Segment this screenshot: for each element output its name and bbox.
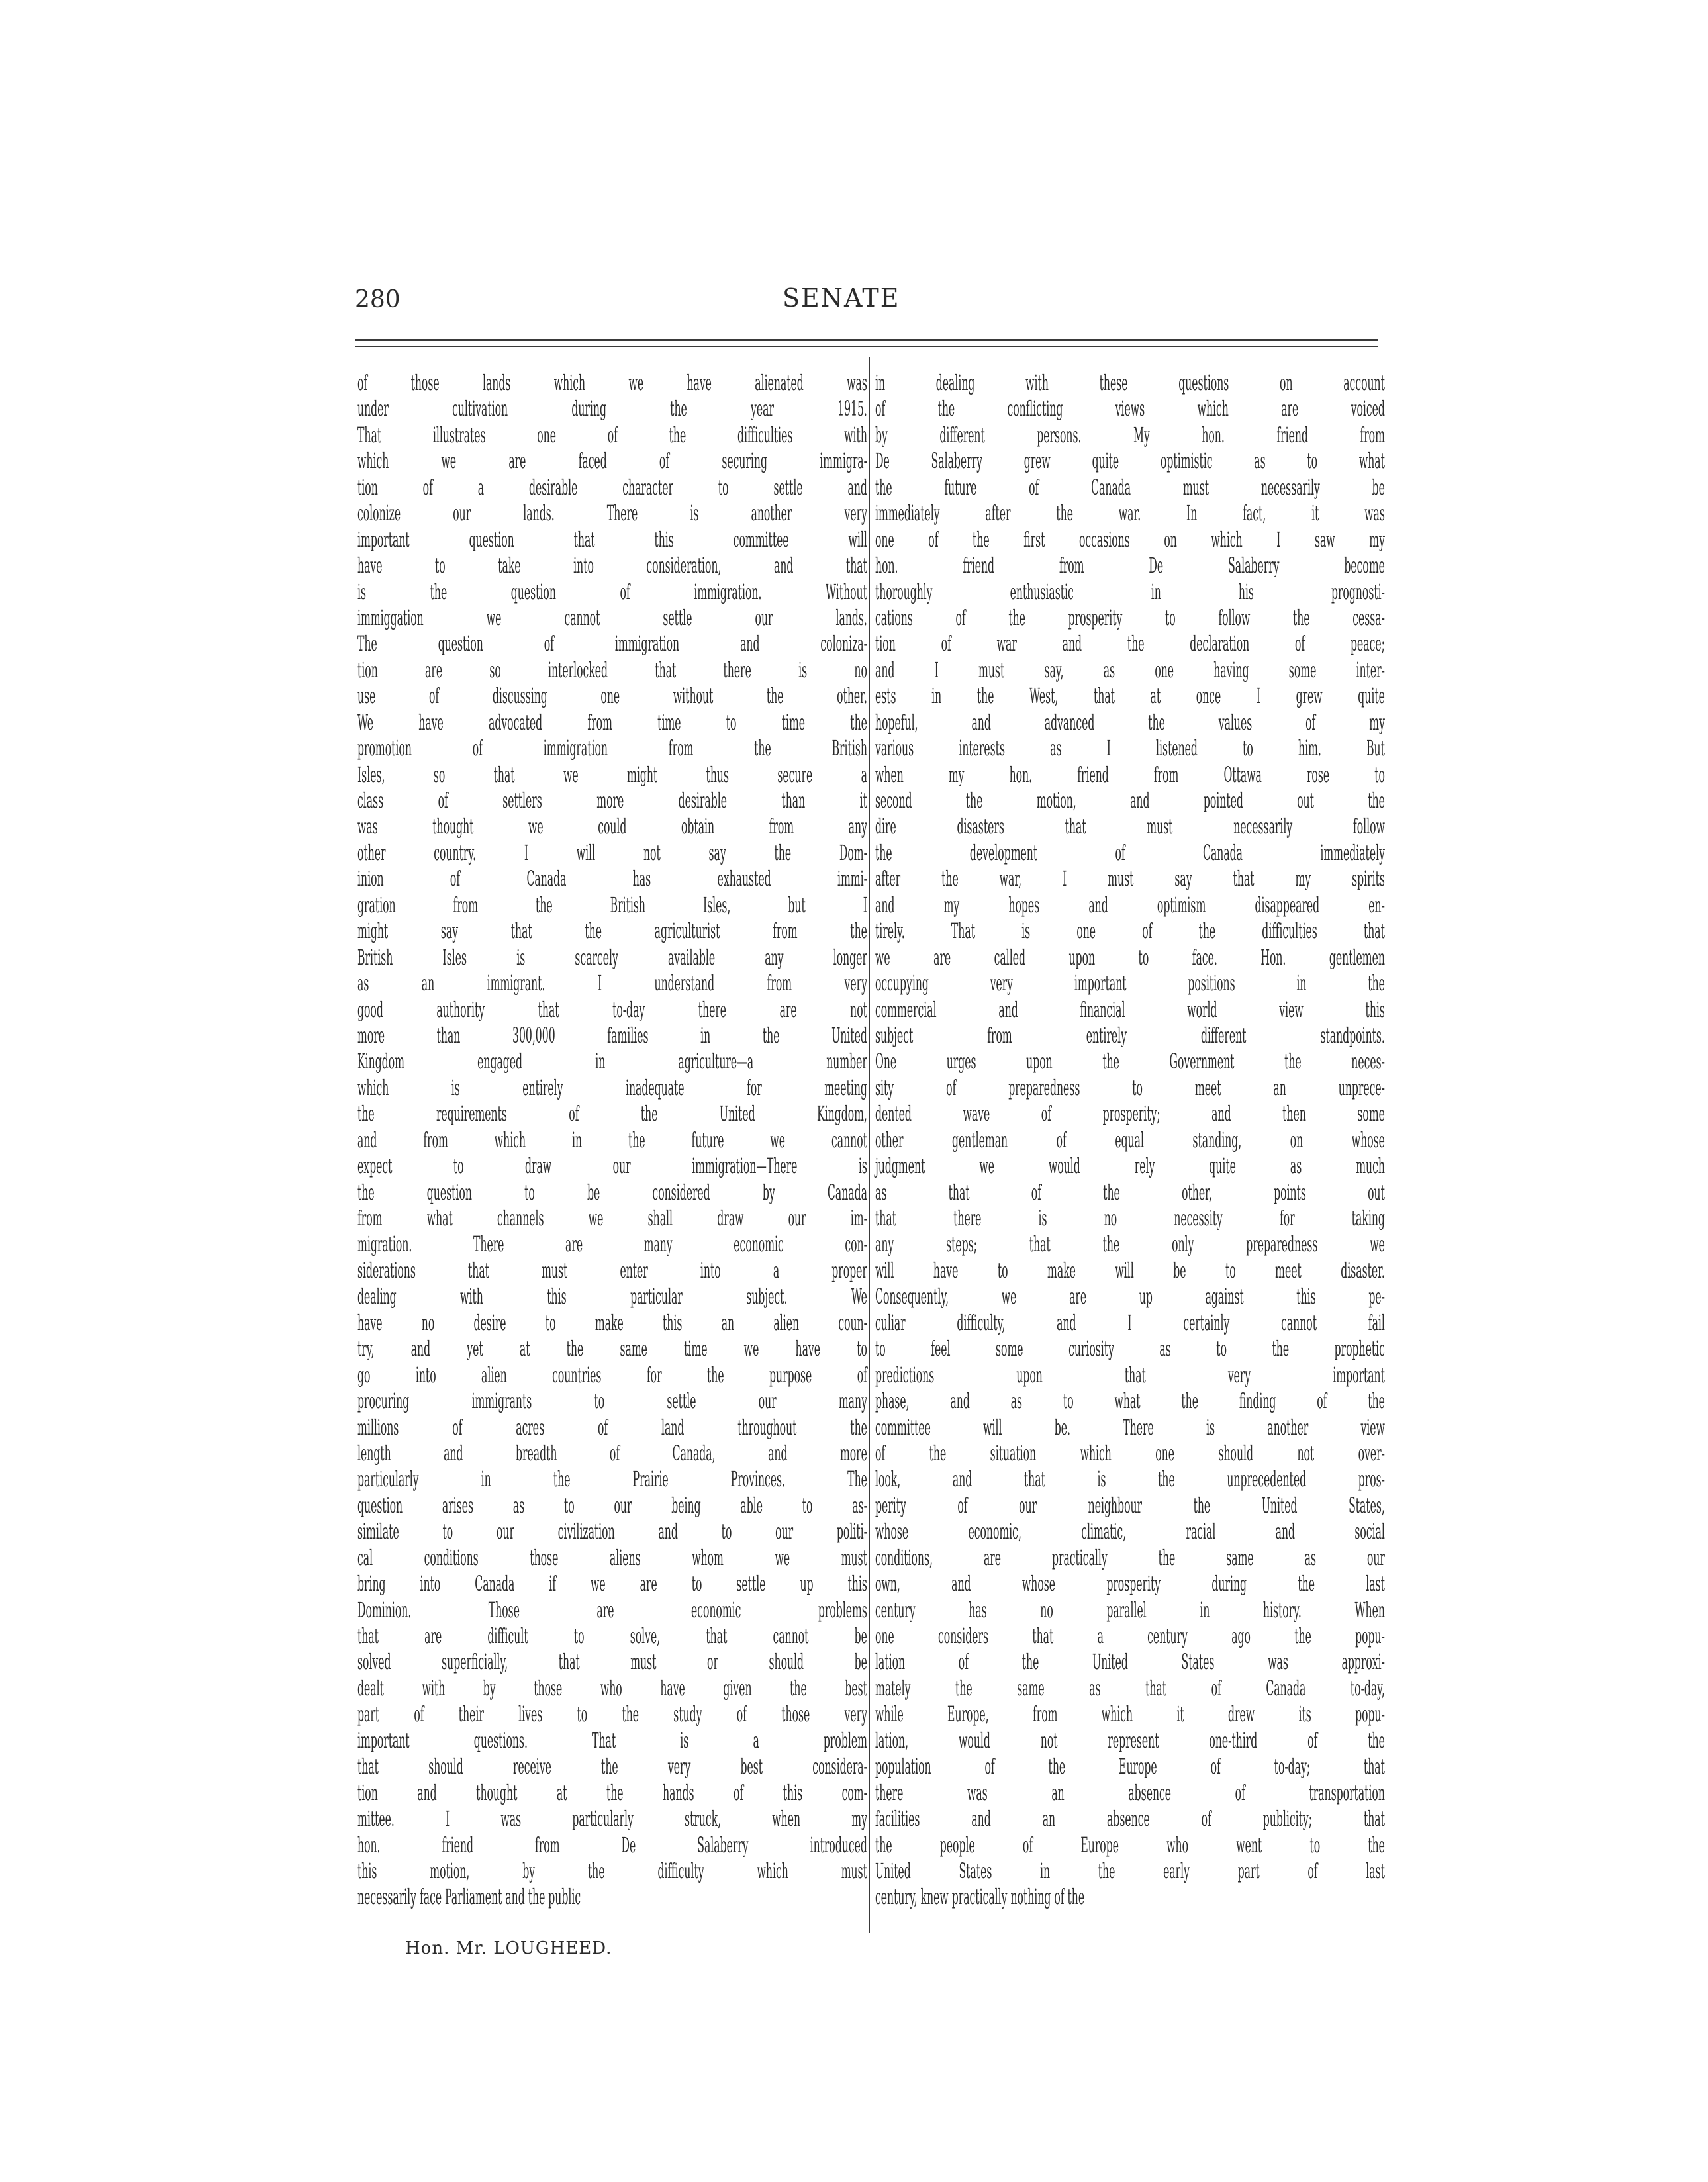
text-line: by different persons. My hon. friend from [875,423,1385,448]
text-line: tion and thought at the hands of this com- [357,1781,867,1805]
text-line: hon. friend from De Salaberry introduced [357,1833,867,1858]
text-line: when my hon. friend from Ottawa rose to [875,763,1385,787]
text-line: look, and that is the unprecedented pros- [875,1468,1385,1492]
text-line: might say that the agriculturist from the [357,920,867,944]
text-line: inion of Canada has exhausted immi- [357,867,867,892]
page-number: 280 [355,286,401,313]
text-line: gration from the British Isles, but I [357,893,867,918]
text-line: predictions upon that very important [875,1363,1385,1388]
speaker-footer: Hon. Mr. LOUGHEED. [405,1938,612,1958]
text-line: we are called upon to face. Hon. gentlemen [875,945,1385,970]
text-line: tirely. That is one of the difficulties that [875,920,1385,944]
text-line: the future of Canada must necessarily be [875,475,1385,500]
text-line: century, knew practically nothing of the [875,1885,1085,1910]
text-line: hon. friend from De Salaberry become [875,554,1385,579]
text-line: immediately after the war. In fact, it was [875,502,1385,526]
text-line: migration. There are many economic con- [357,1233,867,1257]
text-line: lation of the United States was approxi- [875,1650,1385,1675]
text-line: try, and yet at the same time we have to [357,1337,867,1362]
text-line: will have to make will be to meet disaster. [875,1258,1385,1283]
text-line: important question that this committee will [357,528,867,552]
text-line: perity of our neighbour the United States, [875,1494,1385,1518]
text-line: that there is no necessity for taking [875,1207,1385,1231]
text-line: mittee. I was particularly struck, when my [357,1807,867,1832]
text-line: culiar difficulty, and I certainly cannot fail [875,1311,1385,1335]
text-line: which is entirely inadequate for meeting [357,1076,867,1100]
text-line: whose economic, climatic, racial and social [875,1520,1385,1544]
text-line: Kingdom engaged in agriculture—a number [357,1050,867,1074]
text-line: ests in the West, that at once I grew quite [875,685,1385,709]
text-line: and I must say, as one having some inter- [875,658,1385,683]
text-line: subject from entirely different standpoints. [875,1023,1385,1048]
text-line: thoroughly enthusiastic in his prognosti- [875,580,1385,604]
text-line: Dominion. Those are economic problems [357,1598,867,1623]
text-line: that are difficult to solve, that cannot be [357,1625,867,1648]
text-line: have to take into consideration, and that [357,554,867,579]
text-line: conditions, are practically the same as our [875,1546,1385,1570]
text-line: second the motion, and pointed out the [875,789,1385,813]
text-line: commercial and financial world view this [875,998,1385,1022]
text-line: to feel some curiosity as to the prophetic [875,1337,1385,1362]
text-line: was thought we could obtain from any [357,815,867,839]
text-line: use of discussing one without the other. [357,685,867,709]
text-line: part of their lives to the study of those very [357,1703,867,1727]
text-line: important questions. That is a problem [357,1729,867,1753]
text-line: judgment we would rely quite as much [875,1155,1385,1179]
text-line: occupying very important positions in the [875,972,1385,996]
text-line: one of the first occasions on which I saw my [875,528,1385,552]
text-line: dealing with this particular subject. We [357,1285,867,1309]
header-rule-top [355,339,1378,341]
text-line: this motion, by the difficulty which must [357,1859,867,1883]
text-line: immiggation we cannot settle our lands. [357,606,867,630]
header-rule-bottom [355,346,1378,347]
text-line: as an immigrant. I understand from very [357,972,867,996]
text-line: of the conflicting views which are voiced [875,397,1385,422]
text-line: dire disasters that must necessarily follow [875,815,1385,839]
text-line: We have advocated from time to time the [357,710,867,735]
text-line: bring into Canada if we are to settle up this [357,1572,867,1597]
text-line: solved superficially, that must or should be [357,1650,867,1675]
text-line: United States in the early part of last [875,1859,1385,1883]
text-line: go into alien countries for the purpose of [357,1363,867,1388]
running-head: SENATE [783,283,900,312]
text-line: expect to draw our immigration—There is [357,1155,867,1179]
text-line: promotion of immigration from the British [357,737,867,761]
text-line: and from which in the future we cannot [357,1128,867,1153]
text-line: sity of preparedness to meet an unprece- [875,1076,1385,1100]
text-line: procuring immigrants to settle our many [357,1390,867,1414]
text-line: colonize our lands. There is another very [357,502,867,526]
text-line: other country. I will not say the Dom- [357,841,867,865]
text-line: The question of immigration and coloniza- [357,632,867,657]
text-line: dealt with by those who have given the best [357,1676,867,1701]
text-line: length and breadth of Canada, and more [357,1441,867,1466]
text-line: various interests as I listened to him. But [875,737,1385,761]
text-line: as that of the other, points out [875,1180,1385,1205]
text-line: which we are faced of securing immigra- [357,450,867,474]
text-line: committee will be. There is another view [875,1415,1385,1440]
text-line: British Isles is scarcely available any longer [357,945,867,970]
text-line: necessarily face Parliament and the public [357,1885,581,1910]
text-line: after the war, I must say that my spirits [875,867,1385,892]
text-line: any steps; that the only preparedness we [875,1233,1385,1257]
text-line: cations of the prosperity to follow the cessa- [875,606,1385,630]
left-column [357,371,867,1911]
text-line: is the question of immigration. Without [357,580,867,604]
text-line: own, and whose prosperity during the last [875,1572,1385,1597]
text-line: hopeful, and advanced the values of my [875,710,1385,735]
text-line: have no desire to make this an alien coun- [357,1311,867,1335]
text-line: facilities and an absence of publicity; that [875,1807,1385,1832]
text-line: Isles, so that we might thus secure a [357,763,867,787]
text-line: in dealing with these questions on account [875,371,1385,395]
column-divider [869,357,870,1933]
text-line: and my hopes and optimism disappeared en- [875,893,1385,918]
text-line: while Europe, from which it drew its popu- [875,1703,1385,1727]
text-line: That illustrates one of the difficulties with [357,423,867,448]
text-line: particularly in the Prairie Provinces. The [357,1468,867,1492]
text-line: other gentleman of equal standing, on whose [875,1128,1385,1153]
text-line: millions of acres of land throughout the [357,1415,867,1440]
text-line: of those lands which we have alienated was [357,371,867,395]
text-line: more than 300,000 families in the United [357,1023,867,1048]
text-line: Consequently, we are up against this pe- [875,1285,1385,1309]
text-line: the requirements of the United Kingdom, [357,1102,867,1127]
text-line: class of settlers more desirable than it [357,789,867,813]
text-line: phase, and as to what the finding of the [875,1390,1385,1414]
text-line: tion are so interlocked that there is no [357,658,867,683]
text-line: that should receive the very best considera- [357,1755,867,1779]
text-line: dented wave of prosperity; and then some [875,1102,1385,1127]
text-line: from what channels we shall draw our im- [357,1207,867,1231]
text-line: lation, would not represent one-third of the [875,1729,1385,1753]
text-line: the question to be considered by Canada [357,1180,867,1205]
text-line: there was an absence of transportation [875,1781,1385,1805]
text-line: of the situation which one should not over- [875,1441,1385,1466]
text-line: similate to our civilization and to our politi- [357,1520,867,1544]
text-line: siderations that must enter into a proper [357,1258,867,1283]
text-line: tion of war and the declaration of peace; [875,632,1385,657]
text-line: cal conditions those aliens whom we must [357,1546,867,1570]
text-line: tion of a desirable character to settle and [357,475,867,500]
text-line: under cultivation during the year 1915. [357,397,867,422]
text-line: mately the same as that of Canada to-day, [875,1676,1385,1701]
text-line: population of the Europe of to-day; that [875,1755,1385,1779]
text-line: question arises as to our being able to as- [357,1494,867,1518]
text-line: De Salaberry grew quite optimistic as to what [875,450,1385,474]
text-line: one considers that a century ago the popu- [875,1625,1385,1648]
text-line: century has no parallel in history. When [875,1598,1385,1623]
text-line: good authority that to-day there are not [357,998,867,1022]
text-line: the development of Canada immediately [875,841,1385,865]
right-column [875,371,1385,1911]
text-line: One urges upon the Government the neces- [875,1050,1385,1074]
text-line: the people of Europe who went to the [875,1833,1385,1858]
